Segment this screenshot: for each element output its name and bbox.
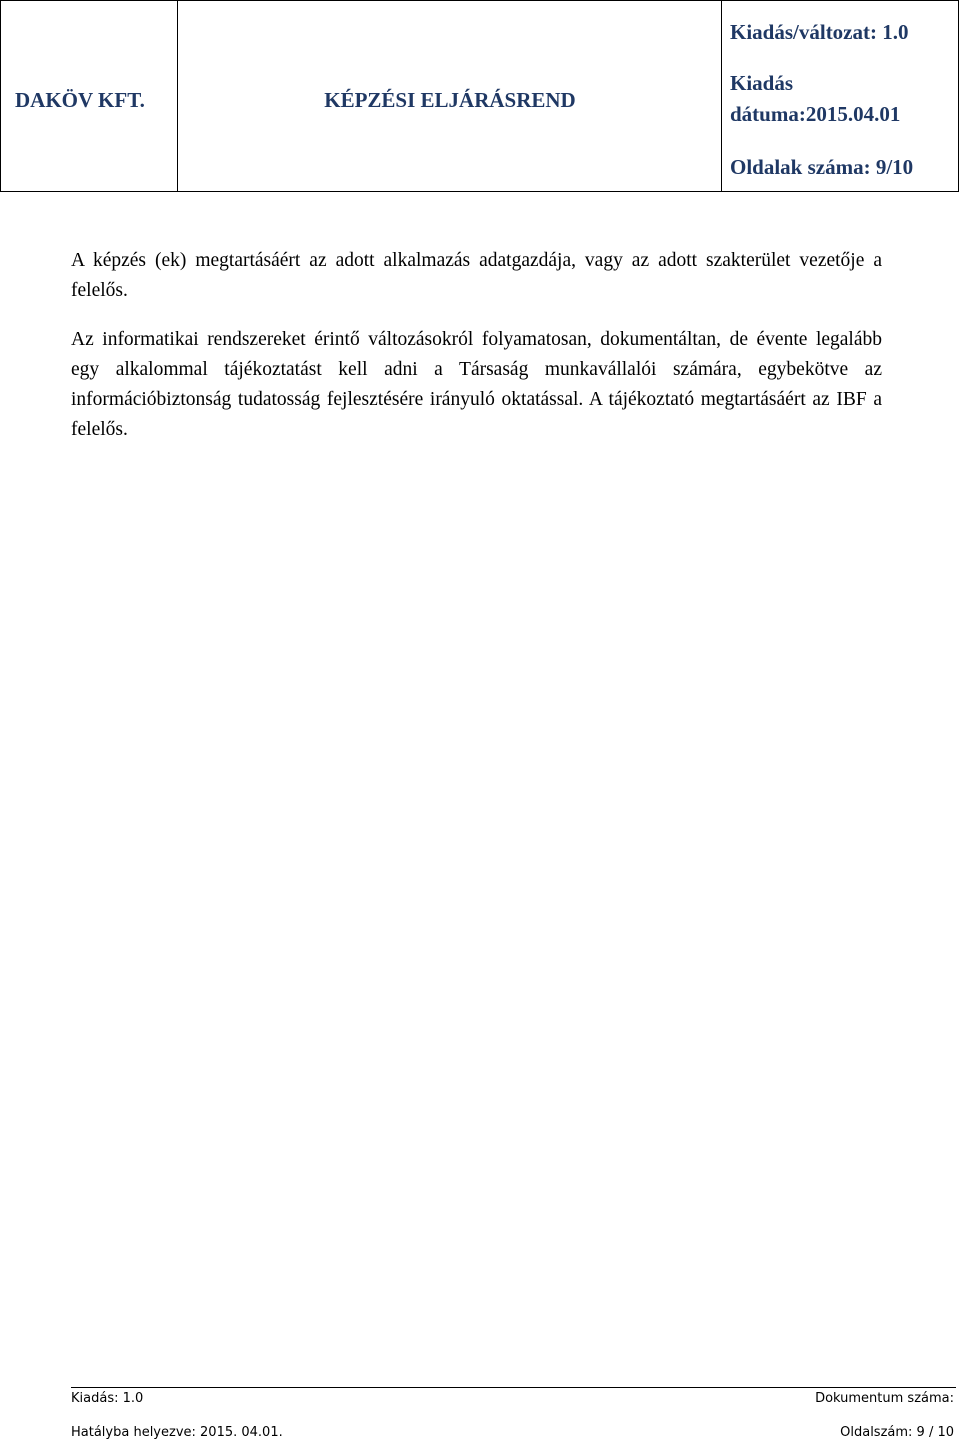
footer-divider [71,1387,956,1388]
footer-issue: Kiadás: 1.0 [71,1391,144,1406]
footer-effective-date: Hatályba helyezve: 2015. 04.01. [71,1425,283,1440]
header-meta-cell [722,1,958,191]
header-company-cell [1,1,178,191]
version-label: Kiadás/változat: 1.0 [730,20,909,44]
footer-page-number: Oldalszám: 9 / 10 [840,1425,954,1440]
issue-date-value: dátuma:2015.04.01 [730,102,901,126]
issue-date-label: Kiadás [730,71,794,95]
page-count: Oldalak száma: 9/10 [730,155,914,179]
header-title-cell [178,1,722,191]
company-name: DAKÖV KFT. [15,88,145,112]
body-paragraph: Az informatikai rendszereket érintő változásokról folyamatosan, dokumentáltan, de évente legalább egy alkalommal tájékoztatást kell adni a Társaság munkavállalói számára, egybekötve az információbiztonság tudatosság fejlesztésére irányuló oktatással. A tájékoztató megtartásáért az IBF a felelős. [71,329,882,440]
footer-doc-number-label: Dokumentum száma: [815,1391,954,1406]
document-header [0,0,959,192]
document-title: KÉPZÉSI ELJÁRÁSREND [324,88,576,112]
body-paragraph: A képzés (ek) megtartásáért az adott alkalmazás adatgazdája, vagy az adott szakterület vezetője a felelős. [71,250,882,301]
